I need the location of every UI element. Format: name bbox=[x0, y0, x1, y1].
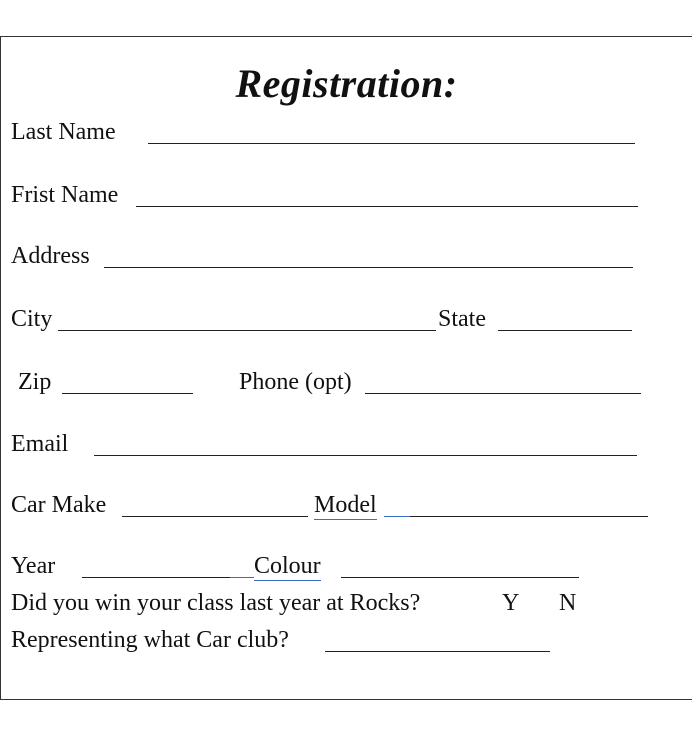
address-field[interactable] bbox=[104, 267, 633, 268]
no-option[interactable]: N bbox=[559, 590, 577, 616]
address-label: Address bbox=[11, 243, 90, 269]
first-name-field[interactable] bbox=[136, 206, 638, 207]
state-field[interactable] bbox=[498, 330, 632, 331]
first-name-label: Frist Name bbox=[11, 182, 119, 208]
city-label: City bbox=[11, 306, 53, 332]
car-club-question: Representing what Car club? bbox=[11, 627, 289, 653]
form-title: Registration: bbox=[235, 61, 458, 106]
city-field[interactable] bbox=[58, 330, 436, 331]
car-make-label: Car Make bbox=[11, 492, 107, 518]
phone-field[interactable] bbox=[365, 393, 641, 394]
email-field[interactable] bbox=[94, 455, 637, 456]
colour-label-underline-lead bbox=[230, 577, 254, 578]
model-label-underline bbox=[384, 516, 410, 517]
state-label: State bbox=[438, 306, 486, 332]
year-label: Year bbox=[11, 553, 56, 579]
year-field[interactable] bbox=[82, 577, 230, 578]
colour-label-text: Colour bbox=[254, 553, 321, 579]
yes-option[interactable]: Y bbox=[502, 590, 520, 616]
phone-label: Phone (opt) bbox=[239, 369, 352, 395]
model-label-text: Model bbox=[314, 492, 377, 518]
email-label: Email bbox=[11, 431, 69, 457]
model-field[interactable] bbox=[410, 516, 648, 517]
last-name-label: Last Name bbox=[11, 119, 116, 145]
car-make-field[interactable] bbox=[122, 516, 308, 517]
zip-field[interactable] bbox=[62, 393, 193, 394]
colour-label bbox=[254, 552, 321, 580]
class-win-question: Did you win your class last year at Rocks? bbox=[11, 590, 421, 616]
model-label bbox=[314, 491, 377, 519]
last-name-field[interactable] bbox=[148, 143, 635, 144]
zip-label: Zip bbox=[18, 369, 52, 395]
colour-field[interactable] bbox=[341, 577, 579, 578]
car-club-field[interactable] bbox=[325, 651, 550, 652]
